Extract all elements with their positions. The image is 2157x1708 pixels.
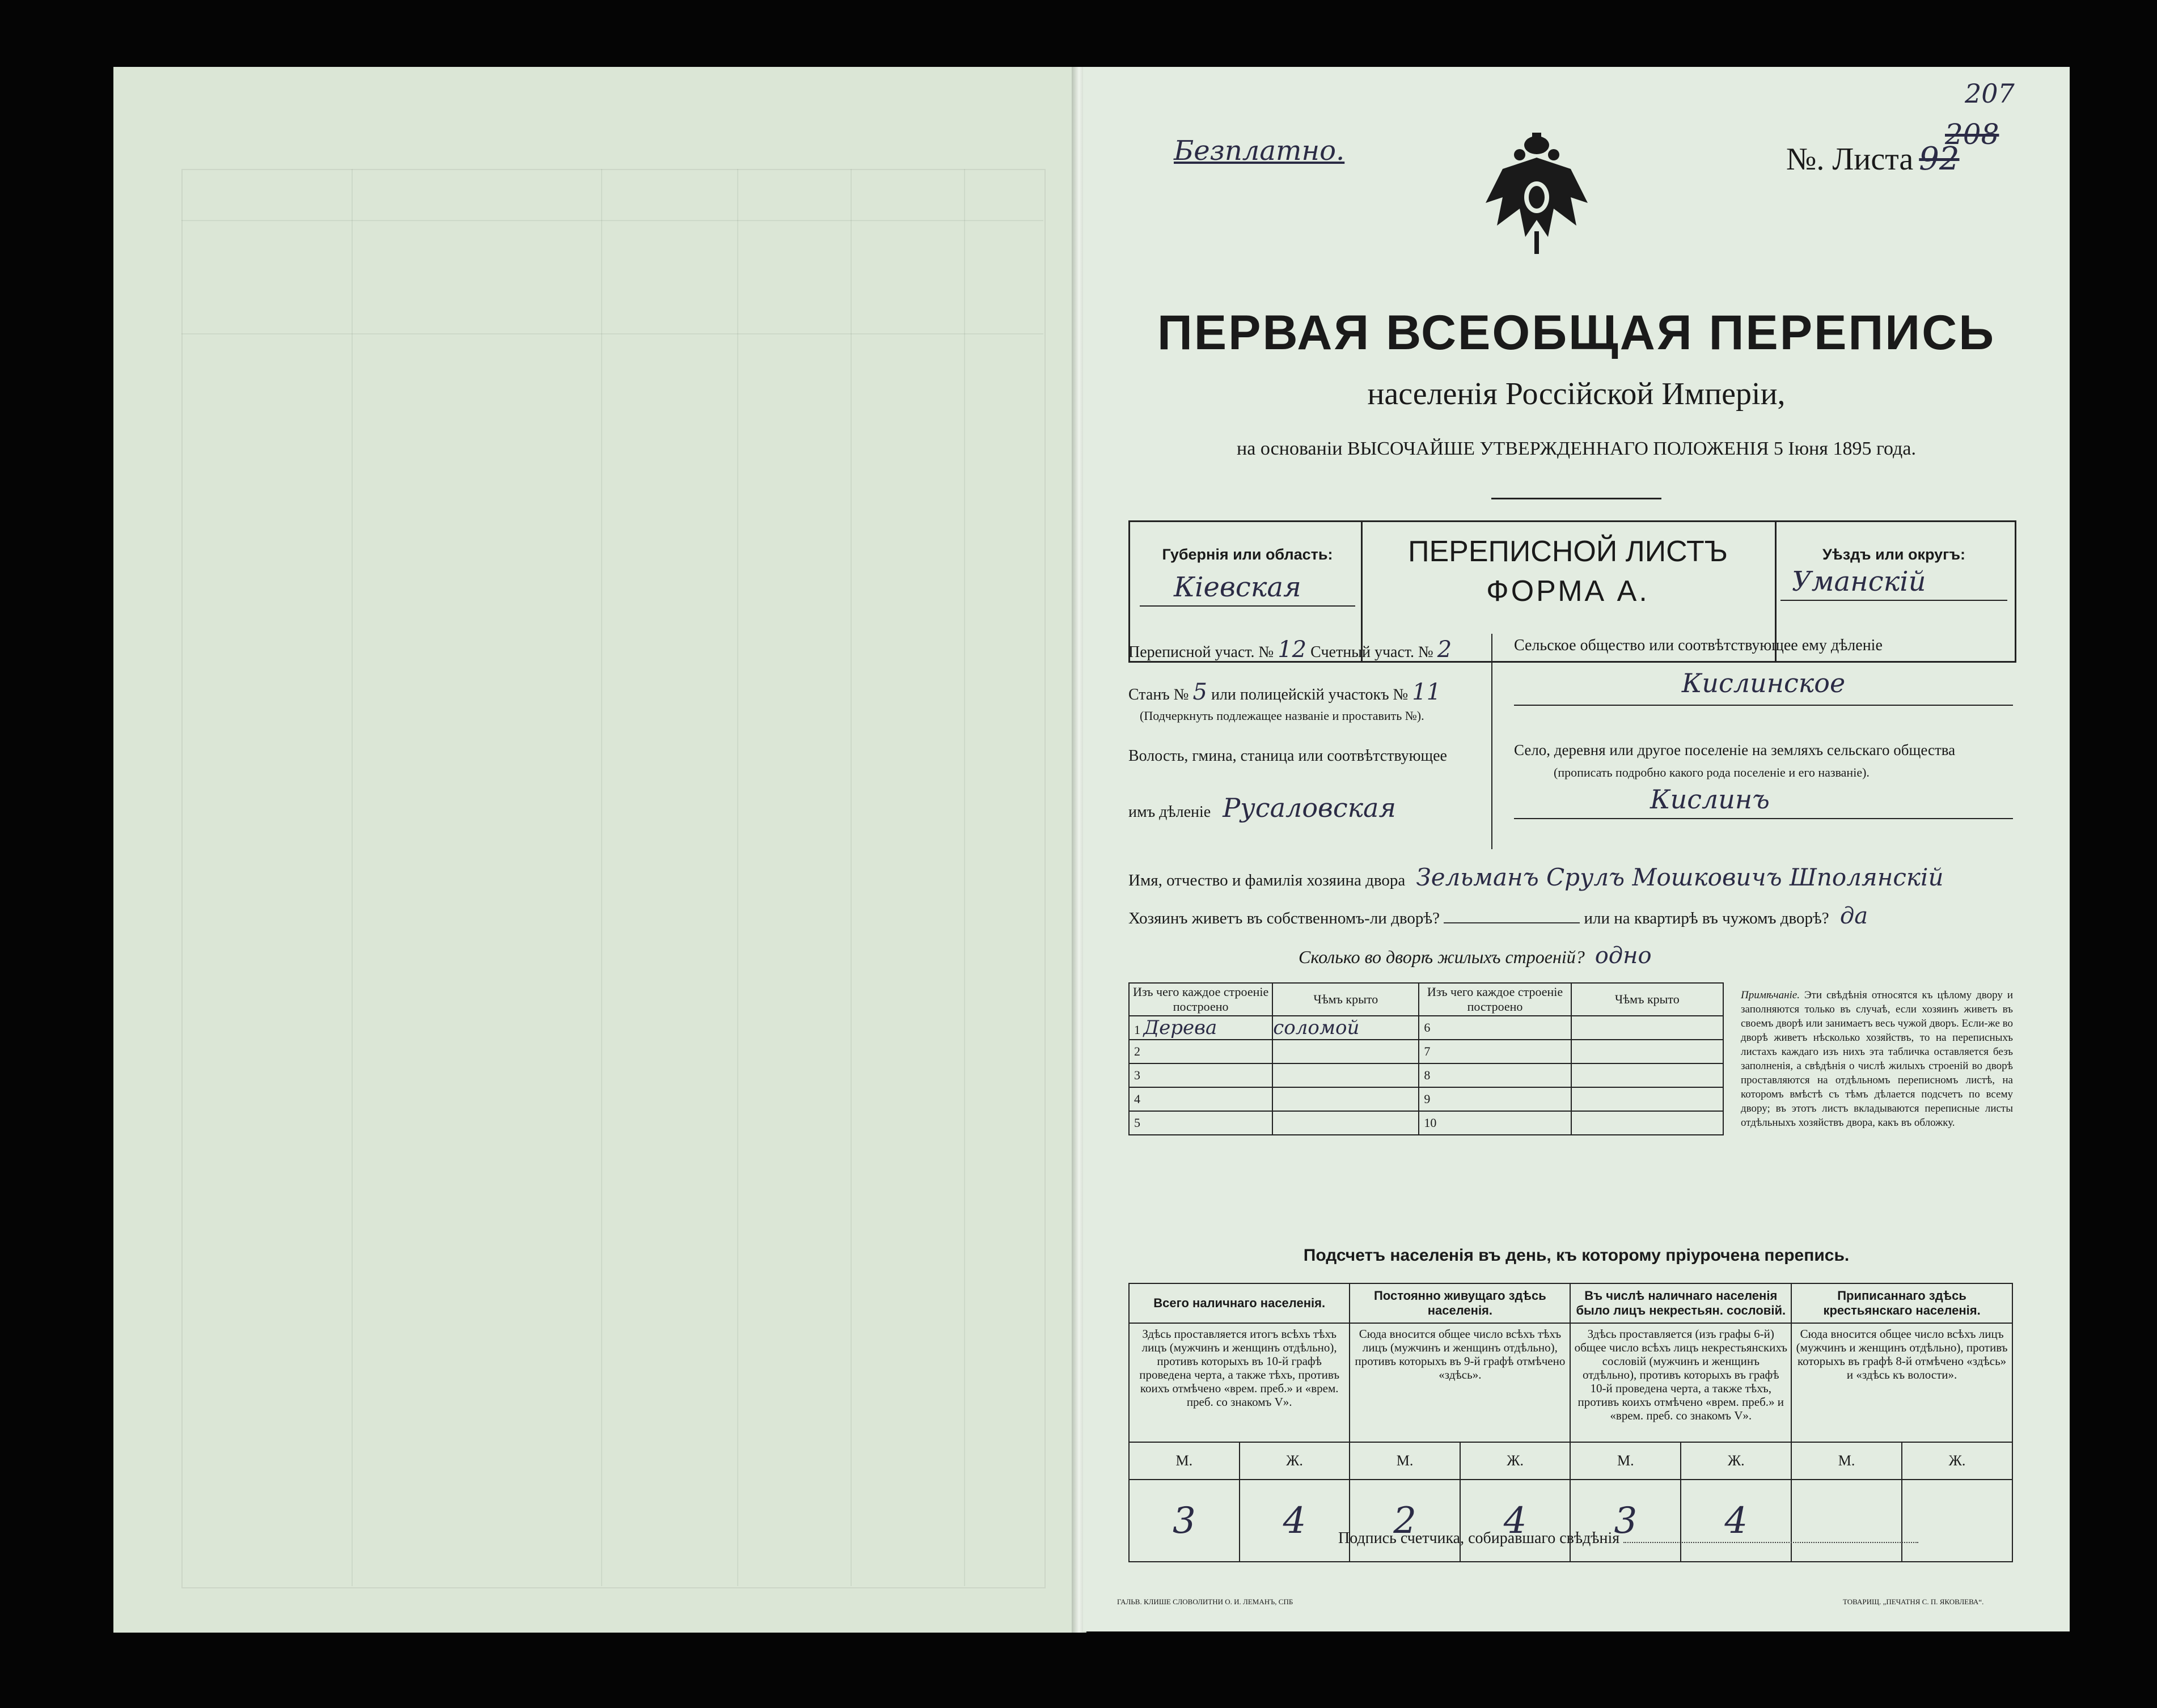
col-description: Сюда вносится общее число всѣхъ лицъ (мужчинъ и женщинъ отдѣльно), противъ которыхъ въ графѣ 8-й отмѣчено «здѣсь» и «здѣсь къ волости». [1791,1323,2012,1442]
col-header: Постоянно живущаго здѣсь населенія. [1350,1283,1570,1323]
row-number: 5 [1129,1111,1272,1135]
bleed-through-grid [181,169,1046,1588]
list-title: ПЕРЕПИСНОЙ ЛИСТЪ [1408,535,1728,568]
peasant-male [1791,1480,1902,1562]
society-value: Кислинское [1681,668,1846,698]
signature-line [1338,1529,1918,1548]
owner-name-label: Имя, отчество и фамилія хозяина двора [1128,871,1406,889]
free-label: Безплатно. [1174,135,1345,167]
roof-cell [1272,1040,1419,1063]
printer-left: ГАЛЬВ. КЛИШЕ СЛОВОЛИТНИ О. И. ЛЕМАНЪ, СПБ [1117,1597,1293,1606]
underline [1514,705,2013,706]
printer-right: ТОВАРИЩ. „ПЕЧАТНЯ С. П. ЯКОВЛЕВА“. [1843,1597,1984,1606]
bleed-line [601,169,602,1586]
buildings-table [1128,982,1724,1135]
volost-line [1128,792,1396,823]
sheet-number-label: №. Листа [1786,142,1914,177]
male-header: М. [1350,1442,1460,1480]
count-district-value: 2 [1437,637,1452,663]
left-page [113,67,1077,1633]
roof-cell [1571,1063,1723,1087]
uezd-value: Уманскій [1792,566,1926,597]
gubernia-label: Губернія или область: [1162,546,1333,563]
total-female: 4 [1240,1480,1350,1562]
underline-note: (Подчеркнуть подлежащее названіе и проставить №). [1140,709,1424,723]
population-table [1128,1283,2013,1562]
signature-blank [1623,1542,1918,1543]
col-roof-header: Чѣмъ крыто [1272,983,1419,1016]
non-peasant-female: 4 [1681,1480,1791,1562]
bleed-line [181,220,1043,221]
rent-label: или на квартирѣ въ чужомъ дворѣ? [1584,909,1829,927]
roof-cell [1571,1016,1723,1040]
roof-cell [1571,1111,1723,1135]
female-header: Ж. [1902,1442,2012,1480]
main-title: ПЕРВАЯ ВСЕОБЩАЯ ПЕРЕПИСЬ [1157,306,1996,360]
roof-value: соломой [1272,1016,1419,1040]
female-header: Ж. [1681,1442,1791,1480]
peasant-female [1902,1480,2012,1562]
row-number: 9 [1419,1087,1571,1111]
census-district-label: Переписной участ. № [1128,643,1274,661]
form-name: ФОРМА А. [1486,575,1650,608]
own-yard-label: Хозяинъ живетъ въ собственномъ-ли дворѣ? [1128,909,1440,927]
district-line [1128,637,1452,663]
material-value: Дерева [1143,1016,1217,1039]
archive-page-bottom: 208 [1945,118,1999,151]
col-header: Въ числѣ наличнаго населенія было лицъ некрестьян. сословій. [1570,1283,1791,1323]
volost-label: Волость, гмина, станица или соотвѣтствующее [1128,747,1447,765]
col-description: Здѣсь проставляется (изъ графы 6-й) общее число всѣхъ лицъ некрестьянскихъ сословій (мужчинъ и женщинъ отдѣльно), противъ которыхъ въ графѣ 10-й проведена черта, а также тѣхъ, противъ коихъ отмѣчено «врем. преб.» и «врем. преб. со знакомъ V». [1570,1323,1791,1442]
row-number: 2 [1129,1040,1272,1063]
basis-line: на основаніи ВЫСОЧАЙШЕ УТВЕРЖДЕННАГО ПОЛОЖЕНІЯ 5 Іюня 1895 года. [1237,438,1916,459]
row-number: 10 [1419,1111,1571,1135]
permanent-male: 2 [1350,1480,1460,1562]
bleed-line [352,169,353,1586]
col-material-header: Изъ чего каждое строеніе построено [1129,983,1272,1016]
police-label: или полицейскій участокъ № [1211,686,1409,703]
note-block [1741,988,2013,1130]
roof-cell [1571,1087,1723,1111]
rent-value: да [1839,903,1868,929]
underline [1780,600,2007,601]
archive-page-top: 207 [1965,78,2015,109]
society-label: Сельское общество или соотвѣтствующее ему дѣленіе [1514,637,1883,654]
stan-label: Станъ № [1128,686,1189,703]
stan-line [1128,679,1441,705]
row-number: 1 [1134,1023,1140,1037]
non-peasant-male: 3 [1570,1480,1681,1562]
count-district-label: Счетный участ. № [1310,643,1433,661]
note-title: Примѣчаніе. [1741,989,1800,1001]
bleed-line [737,169,738,1586]
bleed-line [851,169,852,1586]
col-material-header-2: Изъ чего каждое строеніе построено [1419,983,1571,1016]
note-text: Эти свѣдѣнія относятся къ цѣлому двору и заполняются только въ случаѣ, если хозяинъ живетъ въ своемъ дворѣ или занимаетъ весь чужой дворъ. Если-же во дворѣ живетъ нѣсколько хозяйствъ, то на переписныхъ листахъ каждаго изъ нихъ эта табличка оставляется безъ заполненія, а свѣдѣнія о числѣ жилыхъ строеній во дворѣ проставляются на отдѣльномъ переписномъ листѣ, на которомъ вмѣстѣ съ тѣмъ дѣлается подсчетъ по всему двору; въ этотъ листъ вкладываются переписные листы отдѣльныхъ хозяйствъ двора, какъ въ обложку. [1741,989,2014,1129]
roof-cell [1272,1111,1419,1135]
right-page [1083,67,2070,1631]
owner-line [1128,863,1944,891]
underline [1514,818,2013,819]
signature-label: Подпись счетчика, собиравшаго свѣдѣнія [1338,1529,1620,1547]
police-value: 11 [1412,679,1441,705]
volost-value: Русаловская [1223,792,1396,823]
sheet-number-value: 92 [1919,141,1960,177]
col-header: Всего наличнаго населенія. [1129,1283,1350,1323]
own-yard-value [1444,922,1580,923]
sheet-number [1786,141,1960,177]
material-cell [1129,1016,1272,1040]
locality-divider [1491,634,1492,849]
male-header: М. [1570,1442,1681,1480]
buildings-value: одно [1595,943,1652,969]
uezd-label: Уѣздъ или округъ: [1822,546,1966,563]
imperial-eagle-emblem [1480,129,1593,265]
row-number: 6 [1419,1016,1571,1040]
total-male: 3 [1129,1480,1240,1562]
table-row [1129,1111,1723,1135]
subtitle: населенія Россійской Имперіи, [1367,376,1786,412]
volost-label-2: имъ дѣленіе [1128,803,1211,821]
census-district-value: 12 [1278,637,1307,663]
bleed-line [181,333,1043,334]
table-row [1129,1040,1723,1063]
buildings-label: Сколько во дворѣ жилыхъ строеній? [1299,947,1585,967]
male-header: М. [1791,1442,1902,1480]
table-row [1129,1063,1723,1087]
col-description: Сюда вносится общее число всѣхъ тѣхъ лицъ (мужчинъ и женщинъ отдѣльно), противъ которыхъ въ 9-й графѣ отмѣчено «здѣсь». [1350,1323,1570,1442]
village-label: Село, деревня или другое поселеніе на земляхъ сельскаго общества [1514,741,1956,758]
roof-cell [1571,1040,1723,1063]
gubernia-value: Кіевская [1174,571,1301,603]
village-note: (прописать подробно какого рода поселеніе и его названіе). [1554,765,1870,779]
roof-cell [1272,1063,1419,1087]
table-row [1129,1016,1723,1040]
village-value: Кислинъ [1650,784,1770,815]
owner-name-value: Зельманъ Срулъ Мошковичъ Шполянскій [1416,863,1944,891]
row-number: 7 [1419,1040,1571,1063]
buildings-line [1299,943,1652,969]
population-values-row [1129,1480,2012,1562]
male-header: М. [1129,1442,1240,1480]
col-roof-header-2: Чѣмъ крыто [1571,983,1723,1016]
row-number: 3 [1129,1063,1272,1087]
ornament-divider [1491,498,1661,499]
stan-value: 5 [1192,679,1207,705]
table-row [1129,1087,1723,1111]
female-header: Ж. [1460,1442,1571,1480]
population-title: Подсчетъ населенія въ день, къ которому пріурочена перепись. [1303,1246,1850,1265]
row-number: 4 [1129,1087,1272,1111]
row-number: 8 [1419,1063,1571,1087]
underline [1140,605,1355,607]
residence-line [1128,903,1868,929]
col-header: Приписаннаго здѣсь крестьянскаго населенія. [1791,1283,2012,1323]
roof-cell [1272,1087,1419,1111]
col-description: Здѣсь проставляется итогъ всѣхъ тѣхъ лицъ (мужчинъ и женщинъ отдѣльно), противъ которыхъ въ 10-й графѣ проведена черта, а также тѣхъ, противъ коихъ отмѣчено «врем. преб.» и «врем. преб. со знакомъ V». [1129,1323,1350,1442]
female-header: Ж. [1240,1442,1350,1480]
bleed-line [964,169,965,1586]
permanent-female: 4 [1460,1480,1571,1562]
